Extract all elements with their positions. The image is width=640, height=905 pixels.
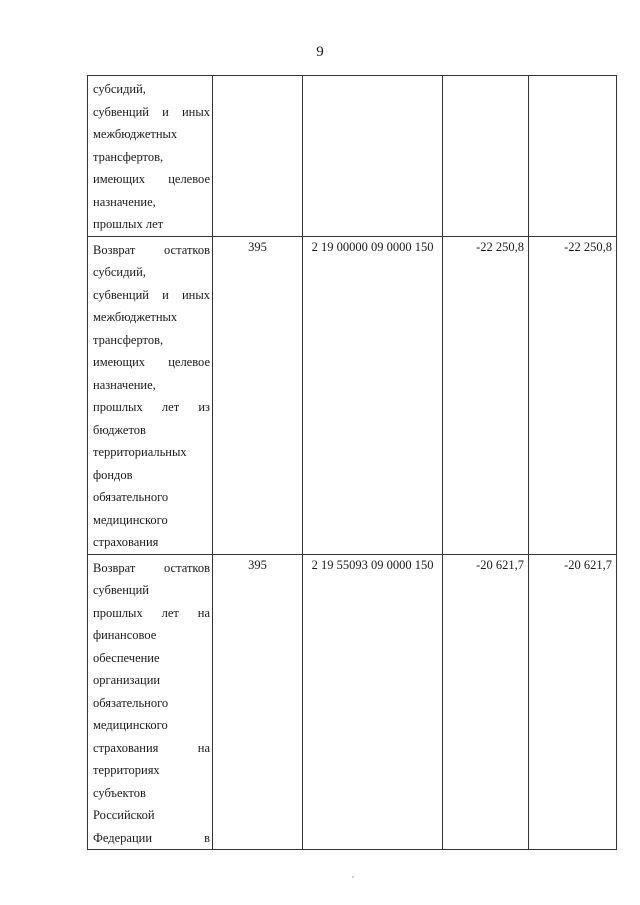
row-name-cell bbox=[88, 236, 213, 554]
name-line: финансовое bbox=[93, 628, 157, 642]
sum-cell-1 bbox=[443, 76, 529, 237]
name-line: имеющих целевое bbox=[93, 172, 210, 186]
budget-code-cell: 2 19 00000 09 0000 150 bbox=[303, 236, 443, 554]
name-line: субвенций и иных bbox=[93, 104, 210, 119]
admin-code-cell: 395 bbox=[213, 236, 303, 554]
name-line: субвенций и иных bbox=[93, 287, 210, 302]
sum-cell-2: -20 621,7 bbox=[529, 554, 617, 850]
name-line: назначение, bbox=[93, 194, 156, 209]
name-line: трансфертов, bbox=[93, 149, 164, 164]
sum-cell-1: -22 250,8 bbox=[443, 236, 529, 554]
page-number: 9 bbox=[316, 44, 324, 60]
name-line: межбюджетных bbox=[93, 310, 178, 324]
name-line: обязательного bbox=[93, 490, 169, 504]
name-line: Возврат остатков bbox=[93, 242, 210, 257]
name-line: медицинского bbox=[93, 718, 168, 732]
name-line: субсидий, bbox=[93, 82, 146, 96]
table-row bbox=[88, 76, 617, 237]
name-line: бюджетов bbox=[93, 422, 146, 437]
admin-code-cell: 395 bbox=[213, 554, 303, 850]
budget-code-cell bbox=[303, 76, 443, 237]
name-line: субсидий, bbox=[93, 265, 146, 279]
table-row bbox=[88, 554, 617, 850]
name-line: Федерации в bbox=[93, 830, 210, 845]
name-line: субвенций bbox=[93, 583, 149, 597]
name-line: прошлых лет bbox=[93, 217, 164, 231]
name-line: фондов bbox=[93, 467, 133, 482]
name-line: назначение, bbox=[93, 377, 156, 392]
name-line: территориях bbox=[93, 763, 160, 777]
name-line: страхования bbox=[93, 535, 159, 549]
sum-cell-2 bbox=[529, 76, 617, 237]
row-name-cell bbox=[88, 554, 213, 850]
name-line: субъектов bbox=[93, 785, 146, 800]
budget-table bbox=[87, 75, 617, 850]
name-line: межбюджетных bbox=[93, 127, 178, 141]
name-line: имеющих целевое bbox=[93, 355, 210, 369]
table-row bbox=[88, 236, 617, 554]
name-line: территориальных bbox=[93, 445, 187, 459]
name-line: организации bbox=[93, 673, 161, 687]
name-line: медицинского bbox=[93, 512, 168, 527]
name-line: Возврат остатков bbox=[93, 560, 210, 575]
name-line: прошлых лет из bbox=[93, 400, 210, 414]
name-line: прошлых лет на bbox=[93, 605, 210, 620]
name-line: страхования на bbox=[93, 740, 210, 755]
scan-speck bbox=[352, 876, 354, 878]
sum-cell-2: -22 250,8 bbox=[529, 236, 617, 554]
row-name-cell bbox=[88, 76, 213, 237]
name-line: обязательного bbox=[93, 695, 169, 710]
name-line: обеспечение bbox=[93, 650, 160, 665]
budget-code-cell: 2 19 55093 09 0000 150 bbox=[303, 554, 443, 850]
name-line: трансфертов, bbox=[93, 332, 164, 347]
name-line: Российской bbox=[93, 808, 155, 822]
admin-code-cell bbox=[213, 76, 303, 237]
sum-cell-1: -20 621,7 bbox=[443, 554, 529, 850]
